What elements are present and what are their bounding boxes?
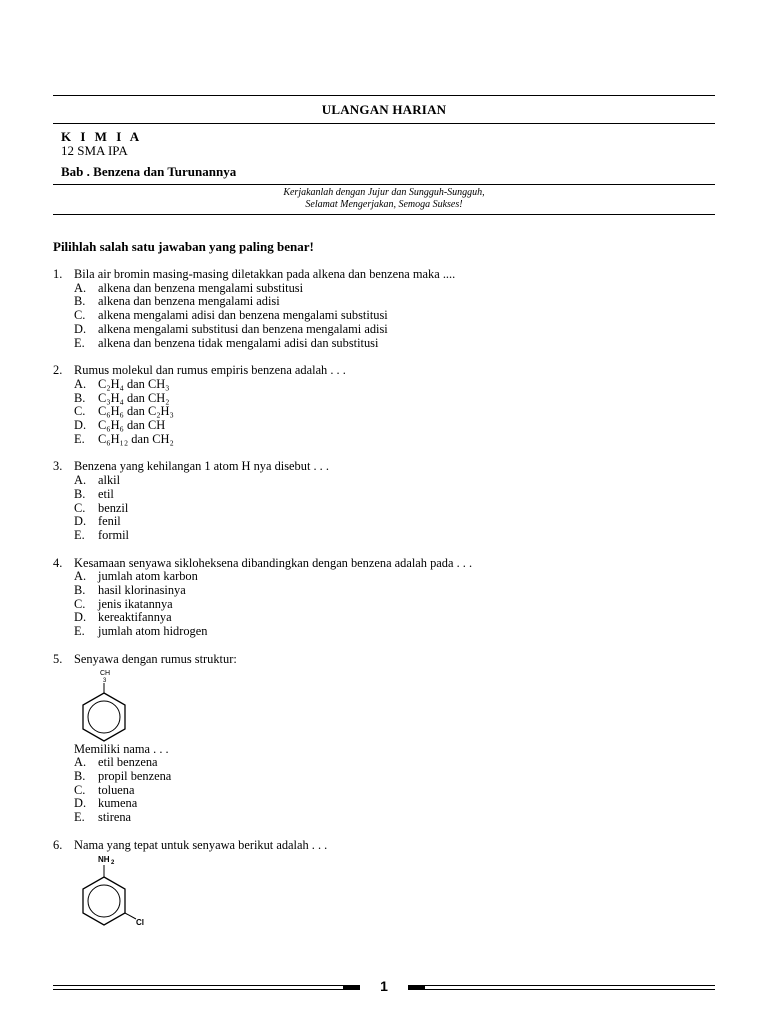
structure-label-nh-sub: 2 xyxy=(111,859,115,866)
option-letter: B. xyxy=(74,486,86,501)
option-b[interactable] xyxy=(53,488,715,502)
motto-line-1: Kerjakanlah dengan Jujur dan Sungguh-Sungguh, xyxy=(283,187,485,198)
question-6 xyxy=(53,839,715,933)
option-d[interactable] xyxy=(53,611,715,625)
option-c[interactable] xyxy=(53,309,715,323)
option-letter: D. xyxy=(74,610,87,625)
option-d[interactable] xyxy=(53,419,715,433)
document-page xyxy=(53,95,715,933)
option-d[interactable] xyxy=(53,323,715,337)
option-text: etil xyxy=(98,486,114,501)
option-text: fenil xyxy=(98,514,121,529)
footer-rule-accent-left xyxy=(343,985,360,989)
benzene-ring xyxy=(83,877,125,925)
option-letter: E. xyxy=(74,624,85,639)
option-c[interactable] xyxy=(53,502,715,516)
option-text: alkil xyxy=(98,473,121,488)
page-footer xyxy=(53,980,715,994)
option-letter: D. xyxy=(74,418,87,433)
option-b[interactable] xyxy=(53,584,715,598)
option-text: C₃H₄ dan CH₂ xyxy=(98,390,170,405)
option-letter: C. xyxy=(74,782,86,797)
option-letter: B. xyxy=(74,583,86,598)
question-followup: Memiliki nama . . . xyxy=(74,741,169,756)
option-text: jenis ikatannya xyxy=(98,596,173,611)
chlorine-bond xyxy=(125,913,136,919)
option-text: benzil xyxy=(98,500,129,515)
question-5 xyxy=(53,653,715,825)
option-letter: B. xyxy=(74,390,86,405)
option-letter: D. xyxy=(74,514,87,529)
option-e[interactable] xyxy=(53,811,715,825)
option-text: C₆H₁₂ dan CH₂ xyxy=(98,431,174,446)
question-text: Senyawa dengan rumus struktur: xyxy=(74,651,237,666)
option-letter: A. xyxy=(74,376,87,391)
aromatic-circle xyxy=(88,885,120,917)
instruction: Pilihlah salah satu jawaban yang paling benar! xyxy=(53,239,314,254)
structure-label-nh: NH xyxy=(98,854,110,864)
footer-rule-right xyxy=(408,985,715,990)
option-letter: A. xyxy=(74,755,87,770)
option-b[interactable] xyxy=(53,392,715,406)
aromatic-circle xyxy=(88,701,120,733)
option-a[interactable] xyxy=(53,378,715,392)
class-name: 12 SMA IPA xyxy=(61,143,128,158)
option-text: toluena xyxy=(98,782,135,797)
motto-line-2: Selamat Mengerjakan, Semoga Sukses! xyxy=(305,199,463,210)
option-e[interactable] xyxy=(53,337,715,351)
option-text: alkena dan benzena tidak mengalami adisi dan substitusi xyxy=(98,335,379,350)
option-letter: D. xyxy=(74,321,87,336)
option-c[interactable] xyxy=(53,784,715,798)
option-letter: E. xyxy=(74,527,85,542)
structure-label-ch: CH xyxy=(100,669,111,677)
motto-block xyxy=(53,185,715,214)
option-text: jumlah atom karbon xyxy=(98,569,198,584)
option-d[interactable] xyxy=(53,797,715,811)
option-letter: C. xyxy=(74,404,86,419)
option-text: stirena xyxy=(98,810,132,825)
option-letter: C. xyxy=(74,308,86,323)
option-e[interactable] xyxy=(53,529,715,543)
option-letter: B. xyxy=(74,294,86,309)
option-a[interactable] xyxy=(53,474,715,488)
option-e[interactable] xyxy=(53,625,715,639)
subject-name: K I M I A xyxy=(61,129,143,144)
option-letter: E. xyxy=(74,335,85,350)
option-text: C₆H₆ dan CH xyxy=(98,418,166,433)
question-text: Nama yang tepat untuk senyawa berikut adalah . . . xyxy=(74,837,328,852)
option-a[interactable] xyxy=(53,756,715,770)
option-letter: A. xyxy=(74,569,87,584)
question-text: Benzena yang kehilangan 1 atom H nya disebut . . . xyxy=(74,459,329,474)
option-letter: D. xyxy=(74,796,87,811)
option-text: kereaktifannya xyxy=(98,610,172,625)
question-number: 5. xyxy=(53,651,63,666)
option-text: kumena xyxy=(98,796,138,811)
chapter-title: Bab . Benzena dan Turunannya xyxy=(61,164,237,179)
option-letter: B. xyxy=(74,768,86,783)
option-b[interactable] xyxy=(53,295,715,309)
option-letter: E. xyxy=(74,431,85,446)
option-text: alkena dan benzena mengalami substitusi xyxy=(98,280,304,295)
option-text: propil benzena xyxy=(98,768,172,783)
option-a[interactable] xyxy=(53,282,715,296)
option-c[interactable] xyxy=(53,405,715,419)
question-text: Rumus molekul dan rumus empiris benzena adalah . . . xyxy=(74,363,346,378)
option-text: alkena dan benzena mengalami adisi xyxy=(98,294,280,309)
option-b[interactable] xyxy=(53,770,715,784)
question-3 xyxy=(53,460,715,542)
option-text: alkena mengalami substitusi dan benzena mengalami adisi xyxy=(98,321,388,336)
option-text: C₆H₆ dan C₂H₃ xyxy=(98,404,174,419)
option-letter: A. xyxy=(74,473,87,488)
question-number: 2. xyxy=(53,363,63,378)
footer-rule-accent-right xyxy=(408,985,425,989)
question-number: 6. xyxy=(53,837,63,852)
option-text: C₂H₄ dan CH₃ xyxy=(98,376,170,391)
option-d[interactable] xyxy=(53,515,715,529)
option-e[interactable] xyxy=(53,433,715,447)
motto-rule xyxy=(53,214,715,215)
chloroaniline-structure-diagram xyxy=(74,853,164,933)
option-text: etil benzena xyxy=(98,755,158,770)
option-text: hasil klorinasinya xyxy=(98,583,186,598)
footer-rule-left xyxy=(53,985,360,990)
benzene-ring xyxy=(83,693,125,741)
structure-label-sub: 3 xyxy=(103,677,107,684)
toluene-structure-diagram xyxy=(74,667,134,747)
question-2 xyxy=(53,364,715,446)
option-text: alkena mengalami adisi dan benzena mengalami substitusi xyxy=(98,308,388,323)
option-letter: E. xyxy=(74,810,85,825)
option-a[interactable] xyxy=(53,570,715,584)
question-text: Kesamaan senyawa sikloheksena dibandingkan dengan benzena adalah pada . . . xyxy=(74,555,473,570)
question-number: 3. xyxy=(53,459,63,474)
option-letter: C. xyxy=(74,596,86,611)
structure-label-cl: Cl xyxy=(136,917,144,927)
page-number: 1 xyxy=(380,978,388,994)
question-text: Bila air bromin masing-masing diletakkan pada alkena dan benzena maka .... xyxy=(74,267,456,281)
exam-title: ULANGAN HARIAN xyxy=(321,102,447,117)
question-number: 4. xyxy=(53,555,63,570)
option-c[interactable] xyxy=(53,598,715,612)
option-text: formil xyxy=(98,527,129,542)
option-text: jumlah atom hidrogen xyxy=(98,624,208,639)
option-letter: A. xyxy=(74,280,87,295)
option-letter: C. xyxy=(74,500,86,515)
subject-block xyxy=(53,124,715,158)
question-number: 1. xyxy=(53,267,63,281)
question-1 xyxy=(53,268,715,350)
question-4 xyxy=(53,557,715,639)
